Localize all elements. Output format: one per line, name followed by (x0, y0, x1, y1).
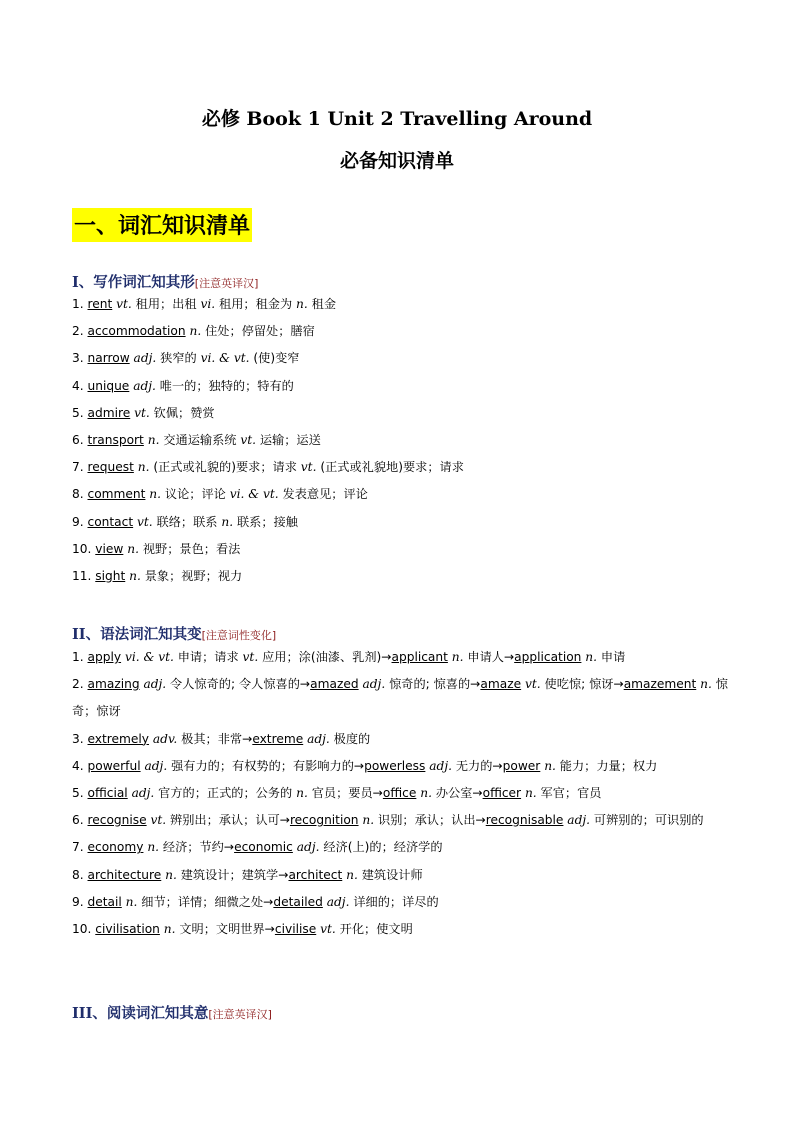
item-text: 军官；官员 (536, 785, 602, 800)
part-of-speech: adj. (307, 731, 330, 746)
item-text: 狭窄的 (156, 351, 201, 366)
part-of-speech: n. (147, 840, 160, 855)
vocab-word: apply (87, 650, 122, 664)
item-text: 申请 (597, 650, 626, 664)
part-of-speech: adj. (133, 378, 156, 393)
part-of-speech: n. (147, 432, 160, 447)
item-text: 可辨别的；可识别的 (590, 813, 704, 828)
list-item (72, 807, 732, 834)
vocab-word: economy (87, 840, 144, 855)
part-of-speech: vt. (320, 921, 336, 936)
part-of-speech: adj. (133, 351, 157, 366)
item-text: 使吃惊; 惊讶→ (540, 677, 624, 692)
vocab-word: transport (87, 432, 144, 447)
item-text: 3. (72, 731, 88, 746)
item-text: 5. (72, 405, 88, 420)
part-of-speech: vi. & vt. (229, 487, 279, 502)
list-item (72, 780, 732, 807)
part-of-speech: vt. (116, 297, 132, 311)
part-of-speech: n. (362, 813, 375, 828)
part-of-speech: vt. (240, 432, 256, 447)
item-text: 2. (72, 677, 88, 692)
vocab-word: economic (234, 840, 293, 855)
part-of-speech: adj. (143, 677, 167, 692)
part-of-speech: vt. (137, 514, 153, 529)
item-text: 极度的 (329, 731, 371, 746)
item-text: 申请人→ (463, 650, 515, 664)
item-text: 6. (72, 432, 88, 447)
part-of-speech: vi. & vt. (124, 650, 174, 664)
item-text: 10. (72, 541, 96, 556)
item-text: 1. (72, 297, 88, 311)
item-text: 4. (72, 378, 88, 393)
part-of-speech: adv. (152, 731, 178, 746)
part-of-speech: adj. (429, 758, 452, 773)
item-text: 细节；详情；细微之处→ (137, 894, 274, 909)
vocab-word: admire (87, 405, 131, 420)
item-text: 租用；租金为 (215, 297, 297, 311)
item-text: 办公室→ (431, 785, 483, 800)
item-text: (正式或礼貌地)要求；请求 (316, 460, 464, 475)
part-of-speech: vt. (134, 405, 150, 420)
part3-note: [注意英译汉] (208, 1008, 272, 1021)
part-of-speech: n. (524, 785, 537, 800)
part-of-speech: n. (346, 867, 358, 882)
vocab-word: unique (87, 378, 130, 393)
vocab-word: officer (482, 785, 522, 800)
item-text: 租用；出租 (131, 297, 201, 311)
item-text: 5. (72, 785, 88, 800)
list-item (72, 536, 732, 563)
vocab-word: detailed (273, 894, 323, 909)
part-of-speech: vi. (200, 297, 216, 311)
item-text: 极其；非常→ (177, 731, 253, 746)
item-text: 唯一的；独特的；特有的 (155, 378, 294, 393)
item-text: 详细的；详尽的 (349, 894, 439, 909)
part-of-speech: vt. (150, 813, 167, 828)
list-item (72, 481, 732, 508)
item-text: 10. (72, 921, 96, 936)
part-of-speech: vt. (300, 460, 317, 475)
list-item (72, 753, 732, 780)
vocab-word: contact (87, 514, 134, 529)
item-text: 6. (72, 813, 88, 828)
list-item (72, 916, 732, 943)
vocab-word: recognise (87, 813, 147, 828)
item-text: 建筑设计师 (357, 867, 423, 882)
vocab-word: view (95, 541, 124, 556)
item-text: 识别；承认；认出→ (374, 813, 486, 828)
vocab-word: official (87, 785, 128, 800)
list-item (72, 563, 732, 590)
item-text: 申请；请求 (173, 650, 243, 664)
item-text: 惊奇；惊讶 (72, 677, 728, 719)
list-item (72, 834, 732, 861)
item-text: 2. (72, 324, 88, 339)
part3-heading-text: III、阅读词汇知其意 (72, 1005, 209, 1022)
item-text: 经济；节约→ (159, 840, 235, 855)
item-text: 交通运输系统 (159, 432, 241, 447)
item-text: 议论；评论 (161, 487, 230, 502)
part1-note: [注意英译汉] (194, 277, 259, 290)
part-of-speech: adj. (362, 677, 386, 692)
part-of-speech: adj. (296, 840, 320, 855)
part-of-speech: n. (125, 894, 138, 909)
vocab-word: sight (95, 568, 126, 583)
list-item (72, 291, 732, 318)
list-item (72, 318, 732, 345)
list-item (72, 427, 732, 454)
item-text: 惊奇的; 惊喜的→ (385, 677, 481, 692)
item-text: 建筑设计；建筑学→ (176, 867, 289, 882)
item-text: 住处；停留处；膳宿 (201, 324, 315, 339)
item-text: 7. (72, 840, 88, 855)
part-of-speech: n. (137, 460, 150, 475)
part1-word-list (72, 291, 732, 590)
item-text: 令人惊奇的; 令人惊喜的→ (166, 677, 311, 692)
vocab-word: architecture (87, 867, 162, 882)
part-of-speech: n. (149, 487, 162, 502)
item-text: 4. (72, 758, 88, 773)
item-text: 钦佩；赞赏 (149, 405, 215, 420)
part2-heading (72, 623, 276, 644)
part-of-speech: vt. (525, 677, 541, 692)
part-of-speech: adj. (567, 813, 591, 828)
vocab-word: applicant (391, 650, 448, 664)
part-of-speech: n. (165, 867, 177, 882)
vocab-word: civilise (274, 921, 317, 936)
item-text: 8. (72, 867, 88, 882)
part-of-speech: adj. (144, 758, 168, 773)
part3-heading (72, 1002, 272, 1023)
vocab-word: amazing (87, 677, 140, 692)
vocab-word: extremely (87, 731, 150, 746)
item-text: 联系；接触 (233, 514, 298, 529)
item-text: 辨别出；承认；认可→ (166, 813, 290, 828)
part-of-speech: n. (544, 758, 556, 773)
item-text: 3. (72, 351, 88, 366)
part2-word-list (72, 644, 732, 943)
item-text: 官员；要员→ (307, 785, 383, 800)
item-text: 能力；力量；权力 (555, 758, 658, 773)
list-item (72, 373, 732, 400)
vocab-word: amazement (623, 677, 697, 692)
vocab-word: recognition (289, 813, 359, 828)
part-of-speech: n. (129, 568, 141, 583)
part-of-speech: n. (163, 921, 176, 936)
item-text: 9. (72, 514, 88, 529)
vocab-word: office (382, 785, 417, 800)
vocab-word: powerful (87, 758, 141, 773)
section-heading-vocabulary: 一、词汇知识清单 (72, 208, 252, 242)
item-text: 8. (72, 487, 88, 502)
part-of-speech: n. (420, 785, 432, 800)
list-item (72, 889, 732, 916)
item-text: 经济(上)的；经济学的 (319, 840, 443, 855)
part-of-speech: vi. & vt. (200, 351, 250, 366)
part2-heading-text: II、语法词汇知其变 (72, 626, 202, 643)
item-text: 1. (72, 650, 88, 664)
vocab-word: extreme (252, 731, 304, 746)
vocab-word: amazed (310, 677, 359, 692)
list-item (72, 726, 732, 753)
item-text: (使)变窄 (249, 351, 300, 366)
item-text: 11. (72, 568, 96, 583)
item-text: 无力的→ (451, 758, 503, 773)
part-of-speech: n. (189, 324, 202, 339)
vocab-word: recognisable (485, 813, 564, 828)
part-of-speech: n. (451, 650, 464, 664)
list-item (72, 400, 732, 427)
part2-note: [注意词性变化] (201, 629, 277, 642)
item-text: 景象；视野；视力 (140, 568, 243, 583)
part-of-speech: n. (221, 514, 234, 529)
list-item (72, 345, 732, 372)
page-title: 必修 Book 1 Unit 2 Travelling Around (201, 108, 593, 130)
item-text: 视野；景色；看法 (138, 541, 241, 556)
part-of-speech: n. (296, 785, 308, 800)
part-of-speech: n. (127, 541, 139, 556)
vocab-word: request (87, 460, 134, 475)
vocab-word: application (514, 650, 582, 664)
item-text: 9. (72, 894, 88, 909)
item-text: 文明；文明世界→ (175, 921, 275, 936)
item-text: 开化；使文明 (335, 921, 413, 936)
item-text: 强有力的；有权势的；有影响力的→ (167, 758, 365, 773)
item-text: 7. (72, 460, 88, 475)
vocab-word: rent (87, 297, 113, 311)
part-of-speech: vt. (242, 650, 259, 664)
vocab-word: amaze (480, 677, 522, 692)
vocab-word: civilisation (95, 921, 160, 936)
item-text: 联络；联系 (152, 514, 222, 529)
item-text: 运输；运送 (256, 432, 321, 447)
vocab-word: narrow (87, 351, 130, 366)
page-subtitle: 必备知识清单 (339, 150, 454, 172)
item-text: 租金 (307, 297, 337, 311)
item-text: (正式或礼貌的)要求；请求 (149, 460, 301, 475)
vocab-word: architect (288, 867, 343, 882)
part1-heading (72, 271, 258, 292)
vocab-word: power (502, 758, 541, 773)
part-of-speech: adj. (131, 785, 155, 800)
list-item (72, 644, 732, 671)
part-of-speech: n. (585, 650, 598, 664)
list-item (72, 862, 732, 889)
part-of-speech: n. (296, 297, 308, 311)
list-item (72, 509, 732, 536)
part-of-speech: n. (700, 677, 712, 692)
vocab-word: comment (87, 487, 146, 502)
list-item (72, 671, 732, 725)
list-item (72, 454, 732, 481)
part1-heading-text: I、写作词汇知其形 (72, 274, 195, 291)
item-text: 应用；涂(油漆、乳剂)→ (258, 650, 392, 664)
part-of-speech: adj. (326, 894, 350, 909)
vocab-word: detail (87, 894, 122, 909)
item-text: 发表意见；评论 (278, 487, 368, 502)
vocab-word: powerless (364, 758, 426, 773)
item-text: 官方的；正式的；公务的 (154, 785, 297, 800)
vocab-word: accommodation (87, 324, 186, 339)
